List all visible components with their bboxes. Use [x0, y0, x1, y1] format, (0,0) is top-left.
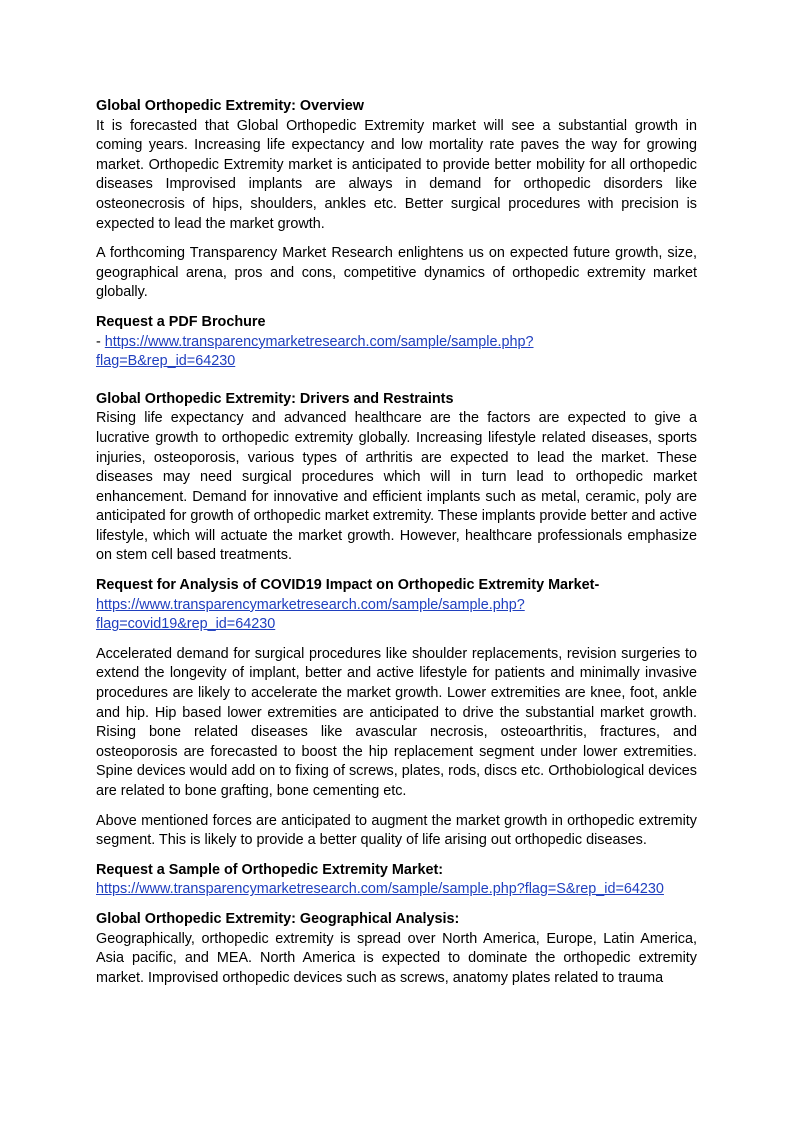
brochure-link-block	[96, 333, 697, 372]
covid-request-block	[96, 576, 697, 635]
sample-heading: Request a Sample of Orthopedic Extremity Market:	[96, 861, 444, 878]
geo-heading: Global Orthopedic Extremity: Geographical Analysis:	[96, 910, 460, 927]
drivers-heading: Global Orthopedic Extremity: Drivers and Restraints	[96, 390, 454, 407]
brochure-prefix: -	[96, 333, 105, 350]
brochure-link-line-2[interactable]: flag=B&rep_id=64230	[96, 353, 236, 370]
covid-link-line-2[interactable]: flag=covid19&rep_id=64230	[96, 616, 276, 633]
overview-heading: Global Orthopedic Extremity: Overview	[96, 98, 364, 114]
brochure-link-line-1[interactable]: https://www.transparencymarketresearch.com/sample/sample.php?	[104, 333, 534, 350]
covid-suffix: -	[594, 577, 600, 594]
brochure-heading: Request a PDF Brochure	[96, 313, 266, 330]
overview-paragraph-2: A forthcoming Transparency Market Research enlightens us on expected future growth, size, geographical arena, pros and cons, competitive dynamics of orthopedic extremity market globally.	[96, 245, 697, 301]
covid-heading: Request for Analysis of COVID19 Impact on Orthopedic Extremity Market	[96, 577, 595, 594]
demand-paragraph-1: Accelerated demand for surgical procedures like shoulder replacements, revision surgeries to extend the longevity of implant, better and active lifestyle for patients and minimally invasive procedures are likely to accelerate the market growth. Lower extremities are knee, foot, ankle and hip. Hip based lower extremities are anticipated to drive the substantial market growth. Rising bone related diseases like avascular necrosis, osteoarthritis, fractures, and osteoporosis are forecasted to boost the hip replacement segment under lower extremities. Spine devices would add on to fixing of screws, plates, rods, discs etc. Orthobiological devices are related to bone grafting, bone cementing etc.	[96, 645, 697, 799]
covid-link-line-1[interactable]: https://www.transparencymarketresearch.com/sample/sample.php?	[96, 596, 525, 613]
drivers-paragraph: Rising life expectancy and advanced healthcare are the factors are expected to give a lucrative growth to orthopedic extremity globally. Increasing lifestyle related diseases, sports injuries, osteoporosis, various types of arthritis are expected to lead the market. These diseases may need surgical procedures which will in turn lead to orthopedic market enhancement. Demand for innovative and efficient implants such as metal, ceramic, poly are anticipated for growth of orthopedic market extremity. These implants provide better and active lifestyle, which will actuate the market growth. However, healthcare professionals emphasize on stem cell based treatments.	[96, 410, 697, 564]
geo-paragraph: Geographically, orthopedic extremity is spread over North America, Europe, Latin America, Asia pacific, and MEA. North America is expected to dominate the orthopedic extremity market. Improvised orthopedic devices such as screws, anatomy plates related to trauma	[96, 930, 697, 986]
sample-link[interactable]: https://www.transparencymarketresearch.com/sample/sample.php?flag=S&rep_id=64230	[96, 881, 664, 898]
demand-paragraph-2: Above mentioned forces are anticipated to augment the market growth in orthopedic extremity segment. This is likely to provide a better quality of life arising out orthopedic diseases.	[96, 812, 697, 849]
overview-paragraph-1: It is forecasted that Global Orthopedic Extremity market will see a substantial growth in coming years. Increasing life expectancy and low mortality rate paves the way for growing market. Orthopedic Extremity market is anticipated to provide better mobility for all orthopedic diseases Improvised implants are always in demand for orthopedic disorders like osteonecrosis of hips, shoulders, ankles etc. Better surgical procedures with precision is expected to lead the market growth.	[96, 117, 697, 232]
document-page	[96, 97, 697, 988]
